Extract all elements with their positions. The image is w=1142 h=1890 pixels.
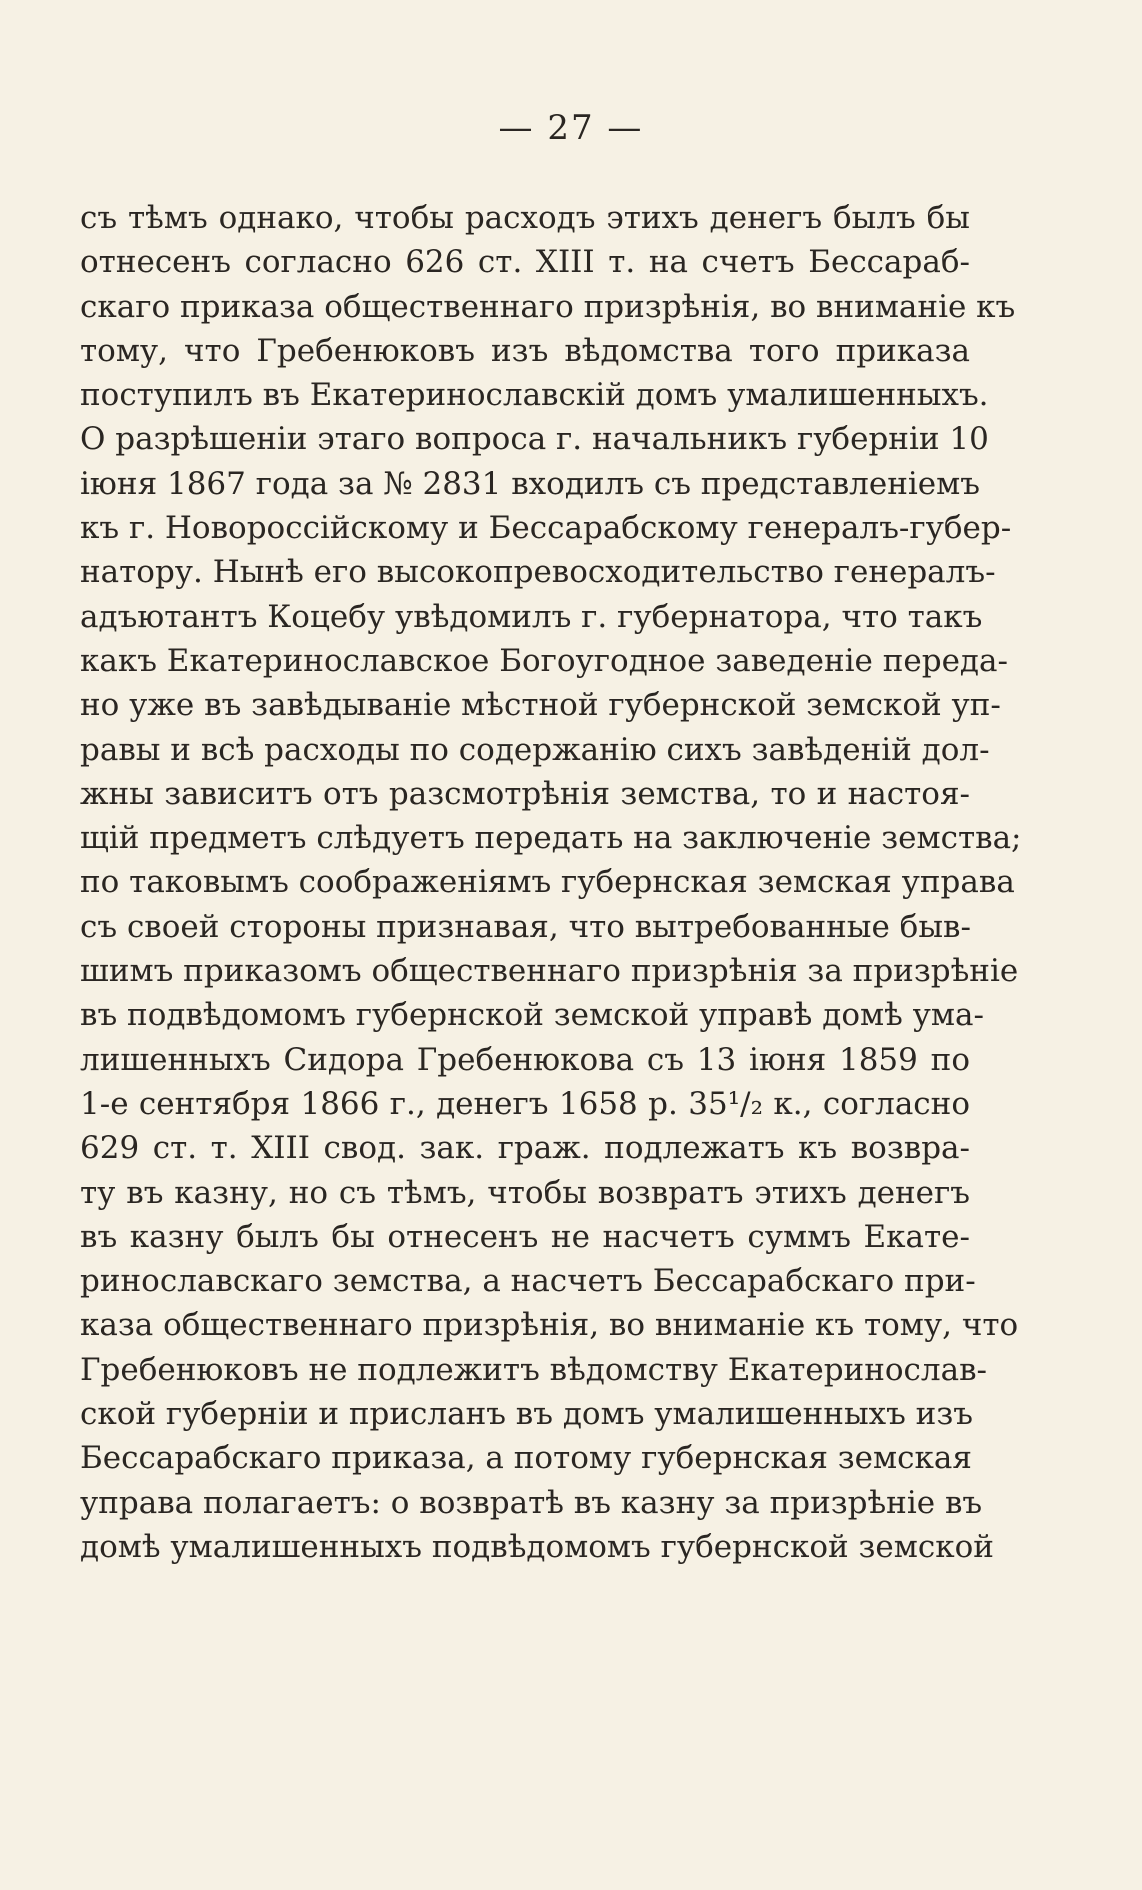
text-line: съ тѣмъ однако, чтобы расходъ этихъ денегъ былъ бы [80,200,970,236]
page-number: — 27 — [498,108,644,148]
text-line: Бессарабскаго приказа, а потому губернская земская [80,1440,972,1477]
text-line: жны зависитъ отъ разсмотрѣнія земства, то и настоя- [80,775,970,812]
text-line: лишенныхъ Сидора Гребенюкова съ 13 іюня 1859 по [80,1041,970,1078]
text-line: іюня 1867 года за № 2831 входилъ съ представленіемъ [80,465,980,502]
text-line: ской губерніи и присланъ въ домъ умалишенныхъ изъ [80,1396,973,1433]
text-line: съ своей стороны признавая, что вытребованные быв- [80,908,971,945]
body-text [80,196,1022,1569]
text-line: домѣ умалишенныхъ подвѣдомомъ губернской земской [80,1528,994,1565]
text-line: тому, что Гребенюковъ изъ вѣдомства того приказа [80,332,970,369]
text-line: О разрѣшеніи этаго вопроса г. начальникъ губерніи 10 [80,421,989,458]
text-line: натору. Нынѣ его высокопревосходительство генералъ- [80,554,996,591]
text-line: шимъ приказомъ общественнаго призрѣнія за призрѣніе [80,953,1019,990]
text-line: ринославскаго земства, а насчетъ Бессарабскаго при- [80,1263,976,1300]
text-line: 1-е сентября 1866 г., денегъ 1658 р. 35¹/₂ к., согласно [80,1085,970,1122]
text-line: какъ Екатеринославское Богоугодное заведеніе переда- [80,642,1008,679]
text-line: каза общественнаго призрѣнія, во вниманіе къ тому, что [80,1307,1019,1344]
text-line: ту въ казну, но съ тѣмъ, чтобы возвратъ этихъ денегъ [80,1174,970,1211]
text-line: управа полагаетъ: о возвратѣ въ казну за призрѣніе въ [80,1484,983,1521]
text-line: щій предметъ слѣдуетъ передать на заключеніе земства; [80,820,1022,857]
text-line: поступилъ въ Екатеринославскій домъ умалишенныхъ. [80,377,989,414]
text-line: по таковымъ соображеніямъ губернская земская управа [80,864,1015,901]
text-line: скаго приказа общественнаго призрѣнія, во вниманіе къ [80,288,1016,325]
text-line: въ подвѣдомомъ губернской земской управѣ домѣ ума- [80,997,984,1034]
text-line: 629 ст. т. XIII свод. зак. граж. подлежатъ къ возвра- [80,1130,970,1167]
text-line: адъютантъ Коцебу увѣдомилъ г. губернатора, что такъ [80,598,983,635]
text-line: Гребенюковъ не подлежитъ вѣдомству Екатеринослав- [80,1351,988,1388]
text-line: но уже въ завѣдываніе мѣстной губернской земской уп- [80,687,1001,724]
text-line: въ казну былъ бы отнесенъ не насчетъ суммъ Екате- [80,1218,970,1255]
text-line: отнесенъ согласно 626 ст. XIII т. на счетъ Бессараб- [80,244,970,281]
text-line: къ г. Новороссійскому и Бессарабскому генералъ-губер- [80,510,1012,547]
text-line: равы и всѣ расходы по содержанію сихъ завѣденій дол- [80,731,990,768]
